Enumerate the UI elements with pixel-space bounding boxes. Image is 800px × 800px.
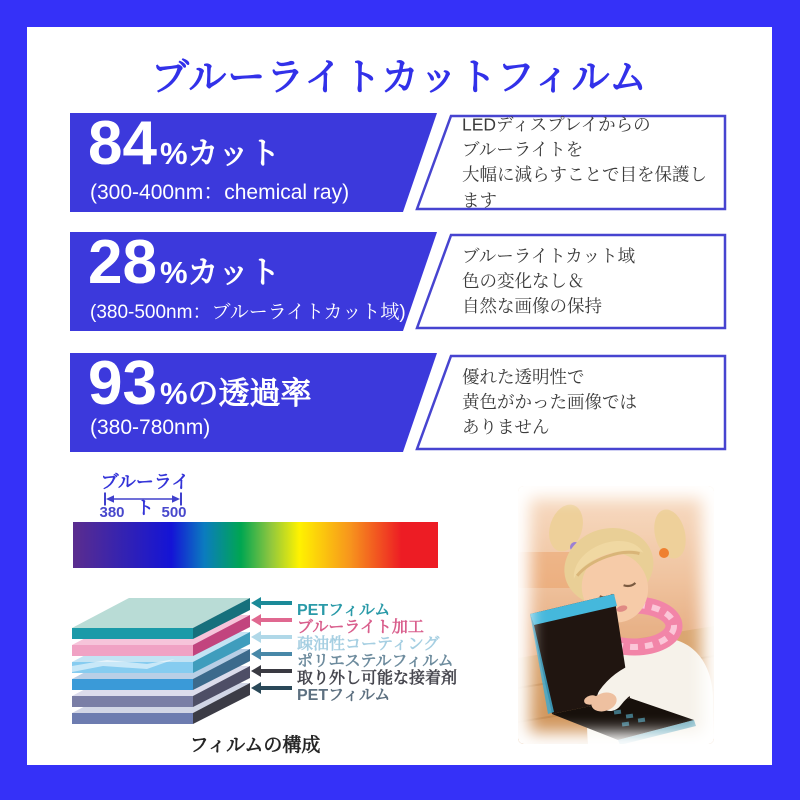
- stat-description: [462, 364, 718, 440]
- stat-headline: [88, 351, 312, 416]
- film-layer-label: PETフィルム: [297, 602, 391, 619]
- stat-value: 93: [88, 349, 157, 418]
- desc-line: 優れた透明性で: [462, 366, 585, 387]
- film-stack-diagram: [55, 590, 300, 740]
- photo-girl-using-laptop: [518, 486, 714, 744]
- stat-row-28: [70, 228, 728, 331]
- stat-suffix: %カット: [159, 136, 281, 171]
- spectrum-label: ブルーライト: [100, 472, 190, 518]
- stat-row-84: [70, 109, 728, 212]
- stat-suffix: %カット: [159, 255, 281, 290]
- stat-value: 28: [88, 228, 157, 297]
- stat-suffix: %の透過率: [159, 376, 312, 411]
- film-layer-label: ポリエステルフィルム: [297, 653, 454, 670]
- photo-illustration: [518, 486, 714, 744]
- stat-headline: [88, 111, 280, 176]
- desc-line: ありません: [462, 417, 550, 438]
- spectrum-bar: [73, 522, 438, 568]
- stat-range: (380-780nm): [90, 416, 211, 439]
- desc-line: 自然な画像の保持: [462, 296, 602, 317]
- stat-range: (380-500nm：ブルーライトカット域): [90, 302, 406, 323]
- stat-value: 84: [88, 109, 157, 178]
- desc-line: 黄色がかった画像では: [462, 391, 637, 412]
- stat-description: [462, 112, 718, 214]
- film-diagram-caption: フィルムの構成: [189, 735, 321, 756]
- stat-headline: [88, 230, 280, 295]
- desc-line: 色の変化なし＆: [462, 270, 585, 291]
- film-layer-label: ブルーライト加工: [297, 619, 424, 636]
- film-layer-label: 取り外し可能な接着剤: [297, 670, 458, 687]
- desc-line: ブルーライトを: [462, 139, 584, 160]
- desc-line: LEDディスプレイからの: [462, 113, 651, 134]
- film-layer-label: 疎油性コーティング: [297, 636, 440, 653]
- page-title: ブルーライトカットフィルム: [150, 57, 649, 99]
- spectrum-tick-380: 380: [99, 504, 125, 521]
- stat-description: [462, 243, 718, 319]
- stat-row-93: [70, 349, 728, 452]
- stat-range: (300-400nm：chemical ray): [90, 181, 350, 204]
- spectrum-tick-500: 500: [161, 504, 187, 521]
- desc-line: 大幅に減らすことで目を保護します: [462, 164, 707, 210]
- desc-line: ブルーライトカット域: [462, 245, 636, 266]
- film-layer-label: PETフィルム: [297, 687, 391, 704]
